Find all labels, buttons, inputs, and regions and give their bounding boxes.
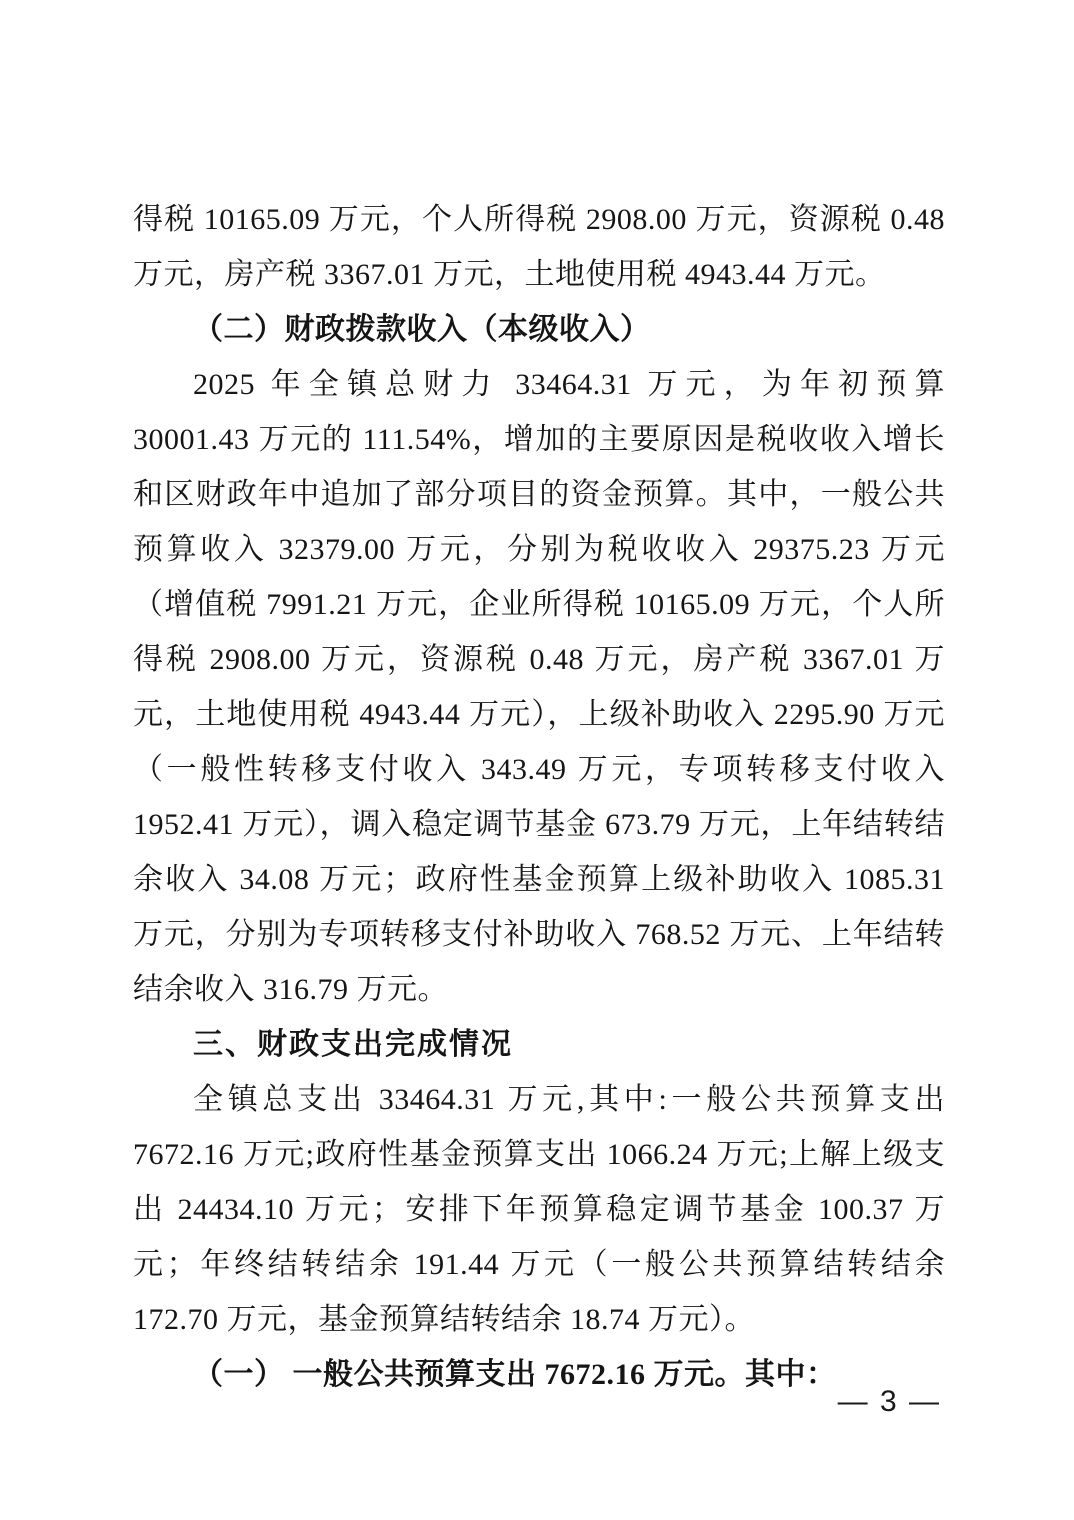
page-number: — 3 — [837, 1385, 941, 1418]
heading-general-public-budget-expenditure: （一） 一般公共预算支出 7672.16 万元。其中： [193, 1358, 837, 1391]
document-body [133, 192, 945, 1402]
heading-section-fiscal-allocation-income: （二）财政拨款收入（本级收入） [193, 313, 651, 346]
paragraph-tax-detail-continuation: 得税 10165.09 万元，个人所得税 2908.00 万元，资源税 0.48 万元，房产税 3367.01 万元，土地使用税 4943.44 万元。 [133, 203, 945, 291]
paragraph-total-financial-resources: 2025 年全镇总财力 33464.31 万元，为年初预算 30001.43 万元的 111.54%，增加的主要原因是税收收入增长和区财政年中追加了部分项目的资金预算。其中，一般公共预算收入 32379.00 万元，分别为税收收入 29375.23 万元（增值税 7991.21 万元，企业所得税 10165.09 万元，个人所得税 2908.00 万元，资源税 0.48 万元，房产税 3367.01 万元，土地使用税 4943.44 万元），上级补助收入 2295.90 万元（一般性转移支付收入 343.49 万元，专项转移支付收入 1952.41 万元），调入稳定调节基金 673.79 万元，上年结转结余收入 34.08 万元；政府性基金预算上级补助收入 1085.31 万元，分别为专项转移支付补助收入 768.52 万元、上年结转结余收入 316.79 万元。 [133, 368, 945, 1006]
heading-section-expenditure-completion: 三、财政支出完成情况 [193, 1028, 513, 1061]
paragraph-total-expenditure: 全镇总支出 33464.31 万元,其中:一般公共预算支出 7672.16 万元;政府性基金预算支出 1066.24 万元;上解上级支出 24434.10 万元；安排下年预算稳定调节基金 100.37 万元；年终结转结余 191.44 万元（一般公共预算结转结余 172.70 万元，基金预算结转结余 18.74 万元）。 [133, 1083, 945, 1336]
